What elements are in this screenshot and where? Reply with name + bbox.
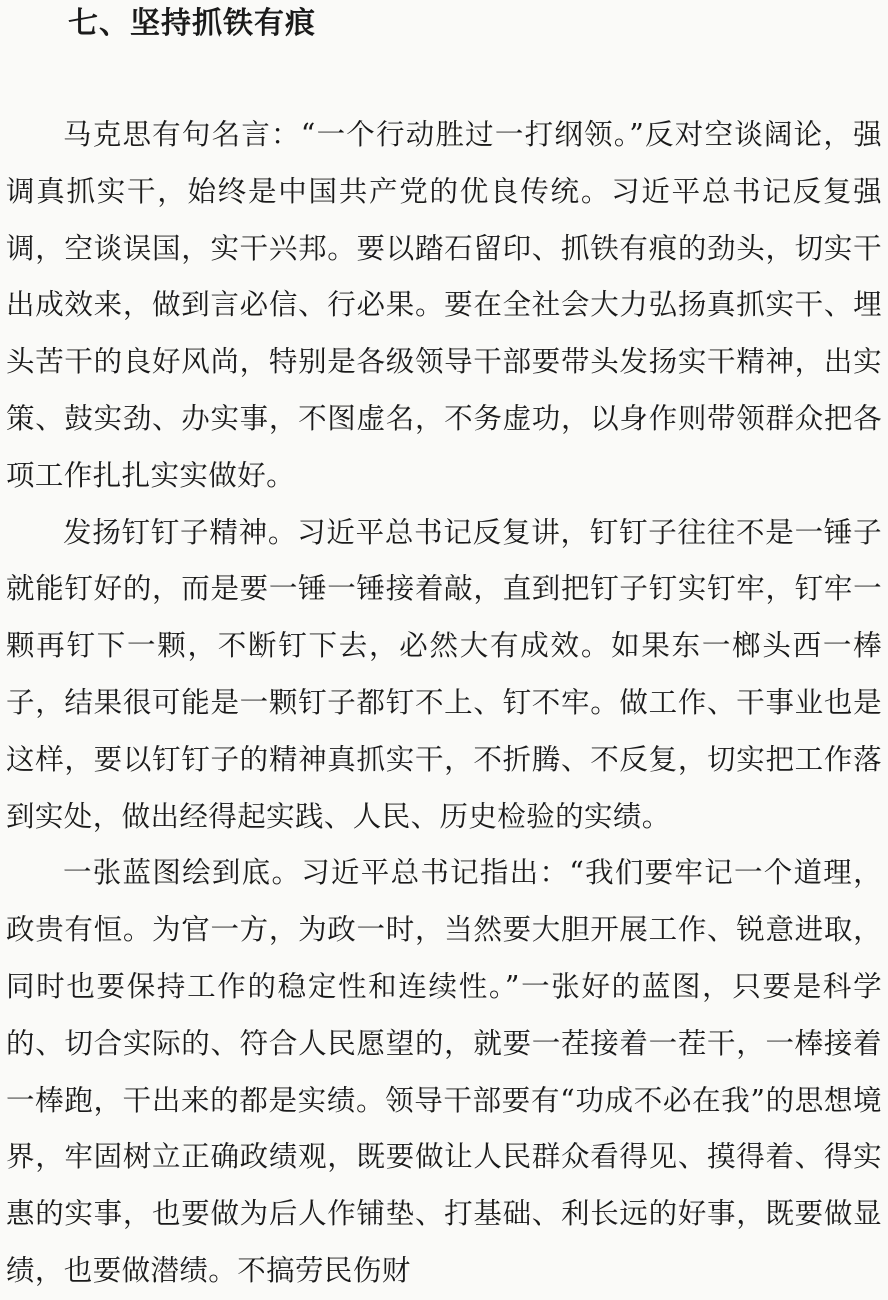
section-heading: 七、坚持抓铁有痕	[68, 6, 316, 41]
paragraph-3: 一张蓝图绘到底。习近平总书记指出：“我们要牢记一个道理，政贵有恒。为官一方，为政一时，当然要大胆开展工作、锐意进取，同时也要保持工作的稳定性和连续性。”一张好的蓝图，只要是科学的、切合实际的、符合人民愿望的，就要一茬接着一茬干，一棒接着一棒跑，干出来的都是实绩。领导干部要有“功成不必在我”的思想境界，牢固树立正确政绩观，既要做让人民群众看得见、摸得着、得实惠的实事，也要做为后人作铺垫、打基础、利长远的好事，既要做显绩，也要做潜绩。不搞劳民伤财	[6, 856, 882, 1287]
paragraph-1: 马克思有句名言：“一个行动胜过一打纲领。”反对空谈阔论，强调真抓实干，始终是中国共产党的优良传统。习近平总书记反复强调，空谈误国，实干兴邦。要以踏石留印、抓铁有痕的劲头，切实干出成效来，做到言必信、行必果。要在全社会大力弘扬真抓实干、埋头苦干的良好风尚，特别是各级领导干部要带头发扬实干精神，出实策、鼓实劲、办实事，不图虚名，不务虚功，以身作则带领群众把各项工作扎扎实实做好。	[6, 118, 882, 492]
paragraph-2: 发扬钉钉子精神。习近平总书记反复讲，钉钉子往往不是一锤子就能钉好的，而是要一锤一锤接着敲，直到把钉子钉实钉牢，钉牢一颗再钉下一颗，不断钉下去，必然大有成效。如果东一榔头西一棒子，结果很可能是一颗钉子都钉不上、钉不牢。做工作、干事业也是这样，要以钉钉子的精神真抓实干，不折腾、不反复，切实把工作落到实处，做出经得起实践、人民、历史检验的实绩。	[6, 515, 882, 833]
body-text	[6, 107, 882, 1300]
